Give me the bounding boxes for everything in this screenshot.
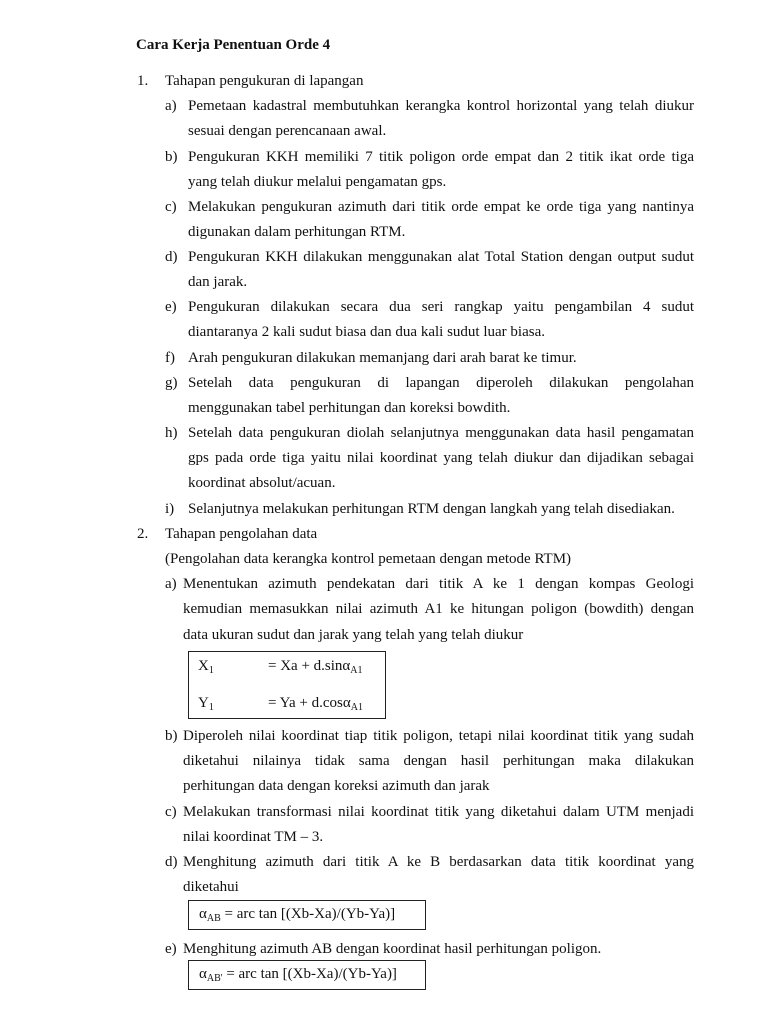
- item-1e-line1: Pengukuran dilakukan secara dua seri rangkap yaitu pengambilan 4 sudut: [188, 299, 694, 315]
- item-2d-line2: diketahui: [183, 879, 239, 895]
- formula-x-lhs: $X_1$: [198, 658, 214, 676]
- item-1c-line2: digunakan dalam perhitungan RTM.: [188, 224, 406, 240]
- section-2-number: 2.: [137, 526, 149, 542]
- item-2a-line1: Menentukan azimuth pendekatan dari titik A ke 1 dengan kompas Geologi: [183, 576, 694, 592]
- formula-y-rhs: = Ya + d.cosα$_{A1}$: [268, 695, 363, 713]
- item-2d-marker: d): [165, 854, 178, 870]
- item-1h-marker: h): [165, 425, 178, 441]
- item-2e-marker: e): [165, 941, 177, 957]
- item-1g-line2: menggunakan tabel perhitungan dan koreksi bowdith.: [188, 400, 511, 416]
- item-1h-line3: koordinat absolut/acuan.: [188, 475, 336, 491]
- formula-azimuth-ab-prime: $\alpha_{AB'}$ = arc tan [(Xb-Xa)/(Yb-Ya)]: [199, 966, 397, 984]
- item-2b-line1: Diperoleh nilai koordinat tiap titik poligon, tetapi nilai koordinat titik yang sudah: [183, 728, 694, 744]
- item-1d-marker: d): [165, 249, 178, 265]
- item-1b-line1: Pengukuran KKH memiliki 7 titik poligon orde empat dan 2 titik ikat orde tiga: [188, 149, 694, 165]
- item-1i-marker: i): [165, 501, 175, 517]
- formula-y-lhs: $Y_1$: [198, 695, 214, 713]
- item-1d-line2: dan jarak.: [188, 274, 248, 290]
- item-1b-line2: yang telah diukur melalui pengamatan gps.: [188, 174, 447, 190]
- item-2c-line2: nilai koordinat TM – 3.: [183, 829, 324, 845]
- item-1a-marker: a): [165, 98, 177, 114]
- item-2b-line3: perhitungan data dengan koreksi azimuth dan jarak: [183, 778, 490, 794]
- section-2-subheading: (Pengolahan data kerangka kontrol pemetaan dengan metode RTM): [165, 551, 572, 567]
- item-1a-line1: Pemetaan kadastral membutuhkan kerangka kontrol horizontal yang telah diukur: [188, 98, 694, 114]
- item-1h-line1: Setelah data pengukuran diolah selanjutnya menggunakan data hasil pengamatan: [188, 425, 694, 441]
- item-1f-marker: f): [165, 350, 175, 366]
- item-2c-line1: Melakukan transformasi nilai koordinat titik yang diketahui dalam UTM menjadi: [183, 804, 694, 820]
- section-2-heading: Tahapan pengolahan data: [165, 526, 318, 542]
- item-1g-line1: Setelah data pengukuran di lapangan diperoleh dilakukan pengolahan: [188, 375, 694, 391]
- item-2c-marker: c): [165, 804, 177, 820]
- item-2a-marker: a): [165, 576, 177, 592]
- item-2a-line3: data ukuran sudut dan jarak yang telah yang telah diukur: [183, 627, 524, 643]
- item-1e-line2: diantaranya 2 kali sudut biasa dan dua kali sudut luar biasa.: [188, 324, 545, 340]
- item-1c-marker: c): [165, 199, 177, 215]
- formula-azimuth-ab: $\alpha_{AB}$ = arc tan [(Xb-Xa)/(Yb-Ya)]: [199, 906, 396, 924]
- item-1h-line2: gps pada orde tiga yaitu nilai koordinat yang telah diukur dan dijadikan sebagai: [188, 450, 694, 466]
- formula-x-rhs: = Xa + d.sinα$_{A1}$: [268, 658, 363, 676]
- item-1g-marker: g): [165, 375, 178, 391]
- section-1-number: 1.: [137, 73, 149, 89]
- item-2a-line2: kemudian memasukkan nilai azimuth A1 ke hitungan poligon (bowdith) dengan: [183, 601, 694, 617]
- section-1-heading: Tahapan pengukuran di lapangan: [165, 73, 364, 89]
- item-1f-line1: Arah pengukuran dilakukan memanjang dari arah barat ke timur.: [188, 350, 577, 366]
- item-1i-line1: Selanjutnya melakukan perhitungan RTM dengan langkah yang telah disediakan.: [188, 501, 675, 517]
- item-2d-line1: Menghitung azimuth dari titik A ke B berdasarkan data titik koordinat yang: [183, 854, 694, 870]
- document-title: Cara Kerja Penentuan Orde 4: [136, 37, 331, 53]
- item-2e-line1: Menghitung azimuth AB dengan koordinat hasil perhitungan poligon.: [183, 941, 602, 957]
- item-1d-line1: Pengukuran KKH dilakukan menggunakan alat Total Station dengan output sudut: [188, 249, 694, 265]
- item-2b-line2: diketahui nilainya tidak sama dengan hasil perhitungan maka dilakukan: [183, 753, 694, 769]
- item-1e-marker: e): [165, 299, 177, 315]
- item-2b-marker: b): [165, 728, 178, 744]
- item-1c-line1: Melakukan pengukuran azimuth dari titik orde empat ke orde tiga yang nantinya: [188, 199, 694, 215]
- item-1b-marker: b): [165, 149, 178, 165]
- item-1a-line2: sesuai dengan perencanaan awal.: [188, 123, 387, 139]
